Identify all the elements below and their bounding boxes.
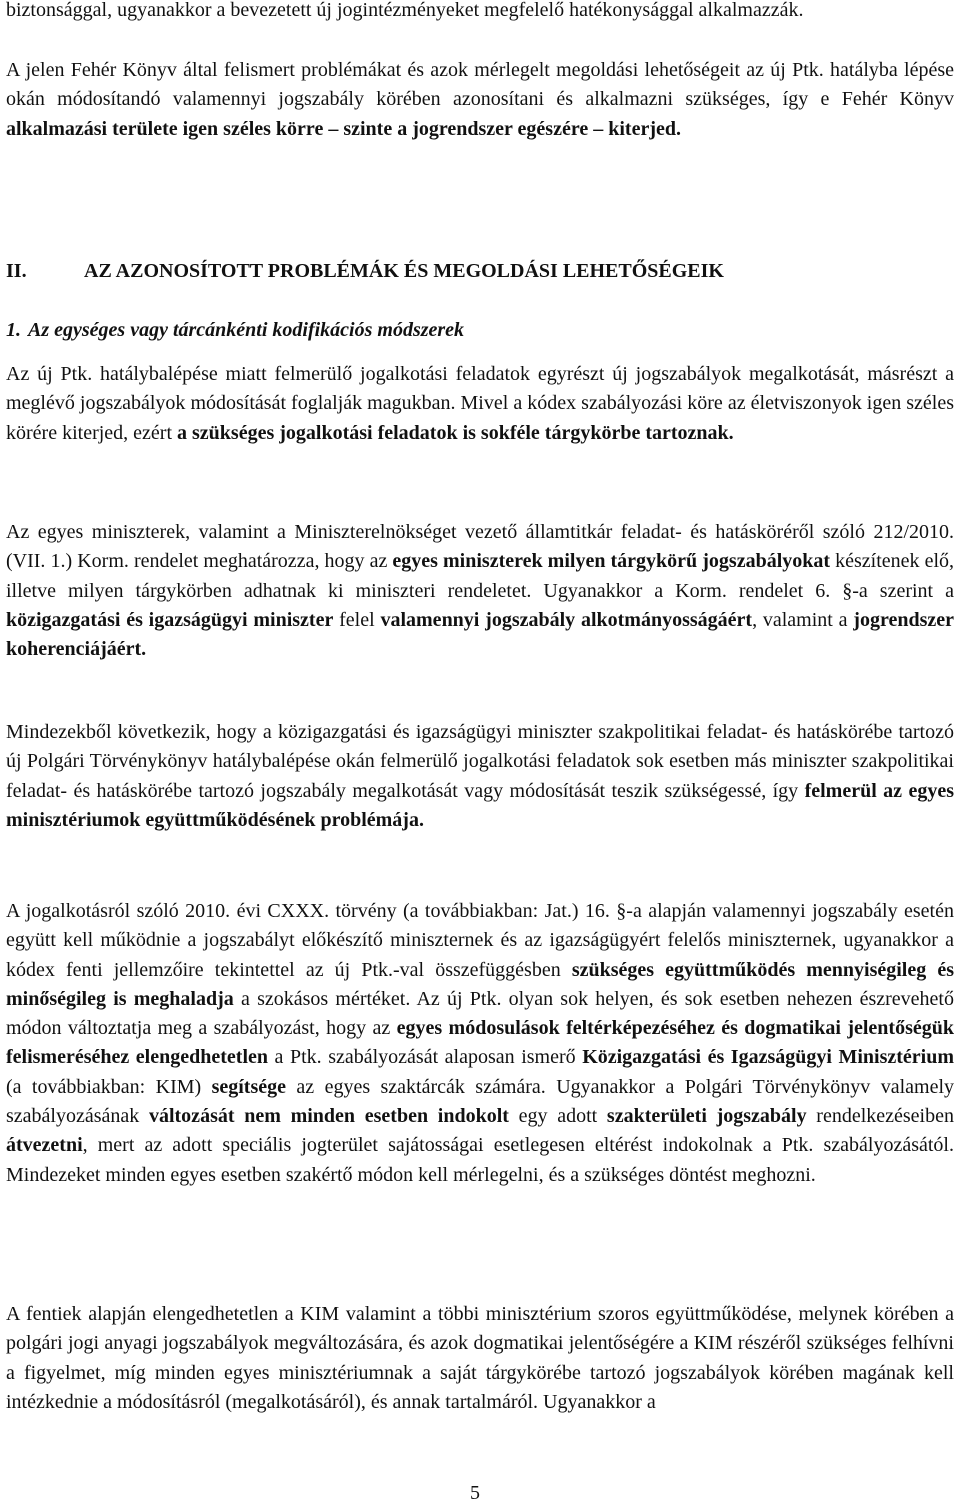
document-page: [6, 0, 956, 1509]
paragraph-cooperation-problem: [6, 718, 954, 835]
bold-segment: közigazgatási és igazságügyi miniszter: [6, 608, 334, 631]
bold-segment: segítsége: [211, 1075, 287, 1098]
text-segment: az egyes szaktárcák számára. Ugyanakkor a Polgári Törvénykönyv valamely szabályozásának: [6, 1075, 954, 1128]
section-title: AZ AZONOSÍTOTT PROBLÉMÁK ÉS MEGOLDÁSI LEHETŐSÉGEIK: [84, 260, 724, 282]
bold-segment: valamennyi jogszabály alkotmányosságáért: [380, 608, 753, 631]
section-heading: [6, 257, 724, 286]
text-segment: A jogalkotásról szóló 2010. évi CXXX. törvény (a továbbiakban: Jat.) 16. §-a alapján valamennyi jogszabály esetén együtt kell működnie a jogszabályt előkészítő miniszternek és az igazságügyért felelős miniszternek, ugyanakkor a kódex fenti jellemzőire tekintettel az új Ptk.-val összefüggésben: [6, 900, 954, 981]
text-segment: Az új Ptk. hatálybalépése miatt felmerülő jogalkotási feladatok egyrészt új jogszabályok megalkotását, másrészt a meglévő jogszabályok módosítását foglalják magukban. Mivel a kódex szabályozási köre az életviszonyok igen széles körére kiterjed, ezért: [6, 363, 954, 444]
text-segment: a Ptk. szabályozását alaposan ismerő: [268, 1046, 583, 1069]
paragraph-jat-cooperation: [6, 897, 954, 1190]
bold-segment: jogrendszer koherenciájáért.: [6, 608, 955, 661]
text-segment: Az egyes miniszterek, valamint a Miniszterelnökséget vezető államtitkár feladat- és hatásköréről szóló 212/2010. (VII. 1.) Korm. rendelet meghatározza, hogy az: [6, 521, 954, 573]
page-number: 5: [470, 1482, 480, 1504]
paragraph-legislative-tasks: [6, 360, 954, 448]
bold-segment: Közigazgatási és Igazságügyi Minisztérium: [582, 1046, 955, 1069]
bold-segment: felmerül az egyes minisztériumok együttműködésének problémája.: [6, 779, 954, 831]
text-segment: egy adott: [508, 1105, 607, 1128]
bold-segment: egyes miniszterek milyen tárgykörű jogszabályokat: [392, 550, 831, 573]
subsection-title: Az egységes vagy tárcánkénti kodifikációs módszerek: [28, 319, 465, 341]
bold-segment: változását nem minden esetben indokolt: [148, 1105, 509, 1128]
paragraph-white-paper-scope: [6, 56, 954, 144]
text-segment: Mindezekből következik, hogy a közigazgatási és igazságügyi miniszter szakpolitikai feladat- és hatáskörébe tartozó új Polgári Törvénykönyv hatálybalépése okán felmerülő jogalkotási feladatok sok esetben más miniszter szakpolitikai feladat- és hatáskörébe tartozó jogszabály megalkotását vagy módosítását teszik szükségessé, így: [6, 721, 954, 802]
paragraph-intro-continuation: [6, 0, 954, 25]
subsection-heading: [6, 316, 464, 345]
text-segment: , mert az adott speciális jogterület sajátosságai esetlegesen eltérést indokolnak a Ptk. szabályozásától. Mindezeket minden egyes esetben szakértő módon kell mérlegelni, és a szükséges döntést meghozni.: [6, 1134, 954, 1186]
subsection-number: 1.: [6, 319, 21, 341]
paragraph-kim-cooperation: [6, 1300, 954, 1417]
bold-segment: szükséges együttműködés mennyiségileg és minőségileg is meghaladja: [6, 958, 954, 1010]
text-segment: készítenek elő, illetve milyen tárgykörben adhatnak ki miniszteri rendeletet. Ugyanakkor a Korm. rendelet 6. §-a szerint a: [6, 550, 954, 602]
text-segment: A jelen Fehér Könyv által felismert problémákat és azok mérlegelt megoldási lehetőségeit az új Ptk. hatályba lépése okán módosítandó valamennyi jogszabály körében azonosítani és alkalmazni szükséges, így e Fehér Könyv: [6, 59, 954, 111]
text-segment: A fentiek alapján elengedhetetlen a KIM valamint a többi minisztérium szoros együttműködése, melynek körében a polgári jogi anyagi jogszabályok megváltozására, és azok dogmatikai jelentőségére a KIM részéről szükséges felhívni a figyelmet, míg minden egyes minisztériumnak a saját tárgykörébe tartozó jogszabályok körében magának kell intézkednie a módosításról (megalkotásáról), és annak tartalmáról. Ugyanakkor a: [6, 1303, 954, 1413]
text-segment: biztonsággal, ugyanakkor a bevezetett új jogintézményeket megfelelő hatékonysággal alkalmazzák.: [6, 0, 804, 21]
text-segment: (a továbbiakban: KIM): [6, 1075, 212, 1098]
text-segment: rendelkezéseiben: [806, 1105, 954, 1128]
text-segment: felel: [333, 608, 381, 631]
paragraph-ministerial-competences: [6, 518, 954, 664]
bold-segment: szakterületi jogszabály: [606, 1105, 807, 1128]
bold-segment: átvezetni: [6, 1134, 83, 1157]
bold-segment: a szükséges jogalkotási feladatok is sokféle tárgykörbe tartoznak.: [177, 421, 734, 444]
bold-segment: alkalmazási területe igen széles körre – szinte a jogrendszer egészére – kiterjed.: [6, 117, 681, 140]
section-number: II.: [6, 260, 27, 282]
text-segment: a szokásos mértéket. Az új Ptk. olyan sok helyen, és sok esetben nehezen észrevehető módon változtatja meg a szabályozást, hogy az: [6, 987, 954, 1040]
text-segment: , valamint a: [752, 608, 854, 631]
bold-segment: egyes módosulások feltérképezéséhez és dogmatikai jelentőségük felismeréséhez elengedhetetlen: [6, 1017, 954, 1069]
